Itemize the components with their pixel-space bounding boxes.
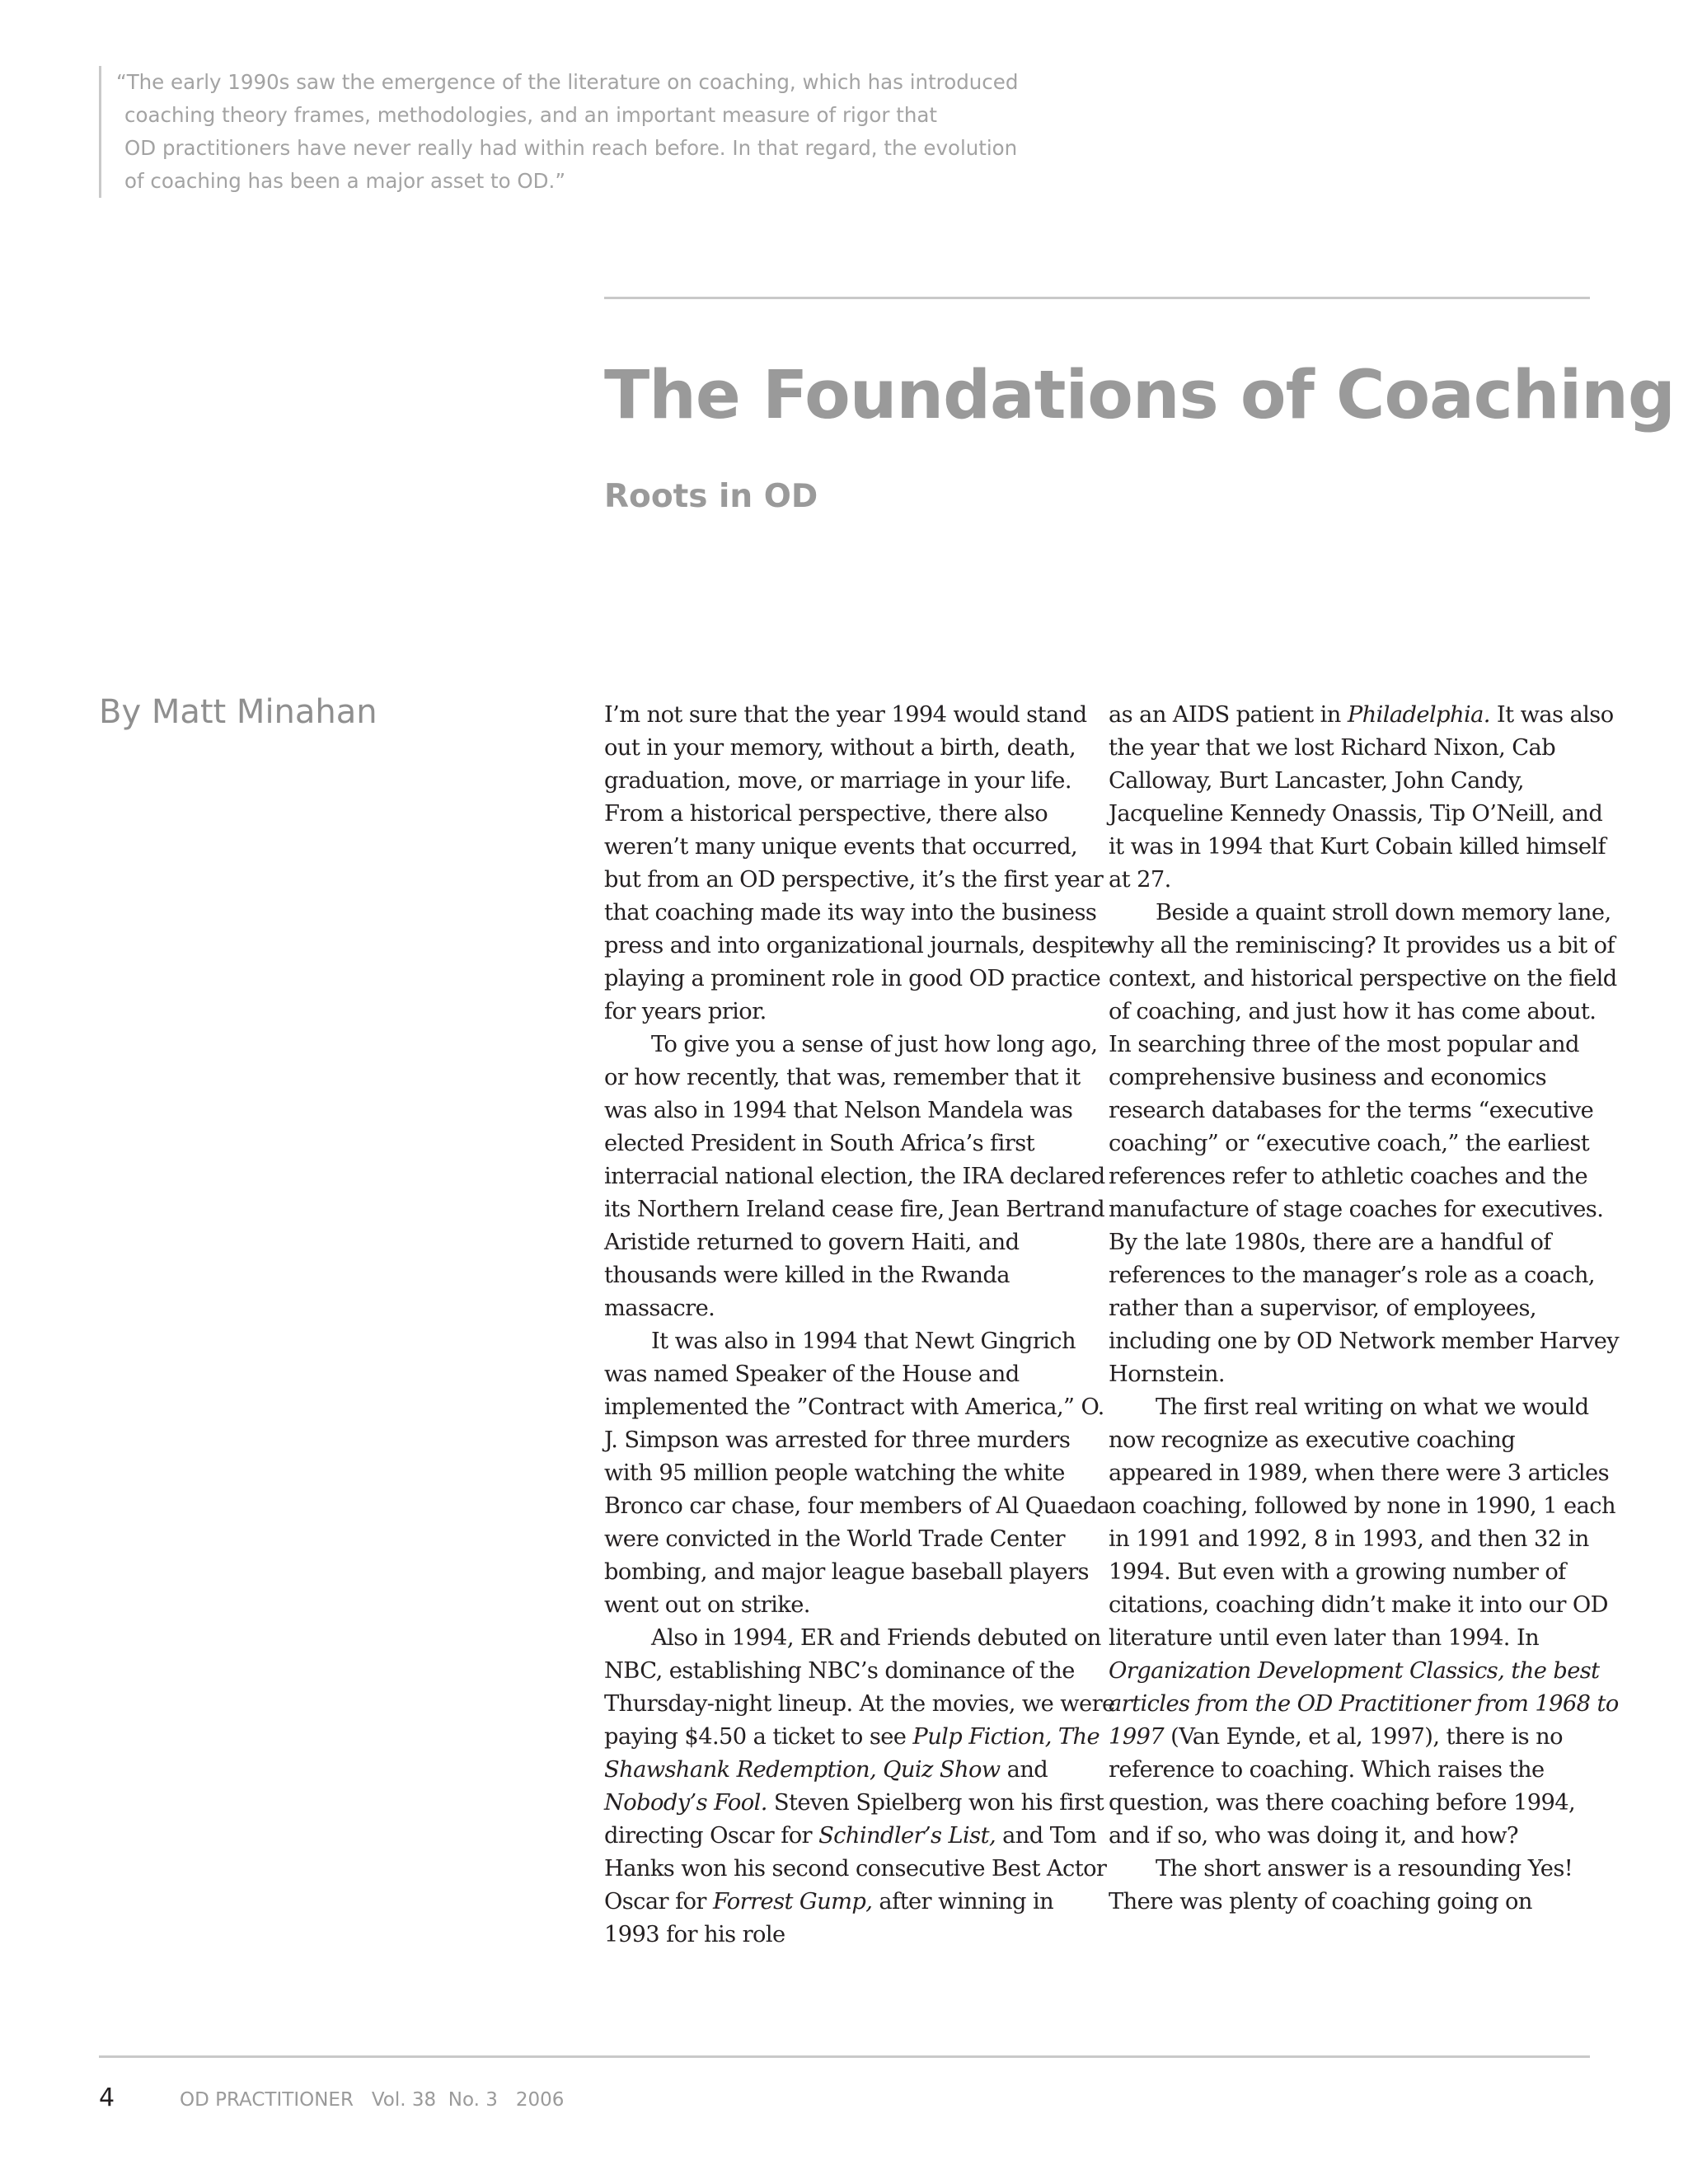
pull-quote-line: of coaching has been a major asset to OD.” (124, 169, 566, 193)
film-title: Philadelphia. (1347, 702, 1490, 728)
paragraph: The short answer is a resounding Yes! There was plenty of coaching going on (1109, 1856, 1573, 1915)
text-run: and Tom Hanks won his second consecutive Best Actor Oscar for (604, 1823, 1107, 1915)
pull-quote-line: “The early 1990s saw the emergence of the literature on coaching, which has introduced (116, 70, 1019, 94)
pull-quote-line: OD practitioners have never really had within reach before. In that regard, the evolution (124, 136, 1018, 160)
text-run: after winning in 1993 for his role (604, 1889, 1054, 1947)
paragraph (1109, 699, 1620, 897)
text-run: as an AIDS patient in (1109, 702, 1348, 728)
film-title: Nobody’s Fool. (604, 1790, 767, 1816)
publication-info: OD PRACTITIONER Vol. 38 No. 3 2006 (180, 2089, 565, 2111)
article-title: The Foundations of Coaching (604, 357, 1675, 434)
body-column-1 (604, 699, 1115, 1952)
paragraph (604, 1622, 1115, 1952)
pull-quote (99, 66, 1048, 198)
film-title: Forrest Gump, (712, 1889, 873, 1915)
body-column-2 (1109, 699, 1620, 1919)
film-title: Schindler’s List, (818, 1823, 996, 1849)
text-run: Steven Spielberg won his first directing Oscar for (604, 1790, 1104, 1849)
paragraph (1109, 1391, 1620, 1853)
article-subtitle: Roots in OD (604, 478, 818, 515)
film-titles: Pulp Fiction, The Shawshank Redemption, Quiz Show (604, 1724, 1100, 1783)
author-byline: By Matt Minahan (99, 693, 377, 731)
text-run: (Van Eynde, et al, 1997), there is no reference to coaching. Which raises the question, was there coaching before 1994, and if so, who was doing it, and how? (1109, 1724, 1576, 1849)
pull-quote-line: coaching theory frames, methodologies, and an important measure of rigor that (124, 103, 937, 127)
footer-divider (99, 2055, 1590, 2058)
page-number: 4 (99, 2083, 115, 2112)
book-title: Organization Development Classics, the best articles from the OD Practitioner from 1968 to 1997 (1109, 1658, 1619, 1750)
paragraph: Beside a quaint stroll down memory lane, why all the reminiscing? It provides us a bit of context, and historical perspective on the field of coaching, and just how it has come about. In searching three of the most popular and comprehensive business and economics research databases for the terms “executive coaching” or “executive coach,” the earliest references refer to athletic coaches and the manufacture of stage coaches for executives. By the late 1980s, there are a handful of references to the manager’s role as a coach, rather than a supervisor, of employees, including one by OD Network member Harvey Hornstein. (1109, 900, 1620, 1387)
paragraph: I’m not sure that the year 1994 would stand out in your memory, without a birth, death, graduation, move, or marriage in your life. From a historical perspective, there also weren’t many unique events that occurred, but from an OD perspective, it’s the first year that coaching made its way into the business press and into organizational journals, despite playing a prominent role in good OD practice for years prior. (604, 702, 1112, 1024)
paragraph: To give you a sense of just how long ago, or how recently, that was, remember that it was also in 1994 that Nelson Mandela was elected President in South Africa’s first interracial national election, the IRA declared its Northern Ireland cease fire, Jean Bertrand Aristide returned to govern Haiti, and thousands were killed in the Rwanda massacre. (604, 1032, 1105, 1321)
header-divider (604, 297, 1590, 299)
text-run: Also in 1994, ER and Friends debuted on NBC, establishing NBC’s dominance of the Thursday-night lineup. At the movies, we were paying $4.50 a ticket to see (604, 1625, 1115, 1750)
text-run: The first real writing on what we would now recognize as executive coaching appeared in 1989, when there were 3 articles on coaching, followed by none in 1990, 1 each in 1991 and 1992, 8 in 1993, and then 32 in 1994. But even with a growing number of citations, coaching didn’t make it into our OD literature until even later than 1994. In (1109, 1394, 1615, 1651)
text-run: and (1000, 1757, 1048, 1783)
text-run: It was also the year that we lost Richard Nixon, Cab Calloway, Burt Lancaster, John Candy, Jacqueline Kennedy Onassis, Tip O’Neill, and it was in 1994 that Kurt Cobain killed himself at 27. (1109, 702, 1614, 893)
paragraph: It was also in 1994 that Newt Gingrich was named Speaker of the House and implemented the ”Contract with America,” O. J. Simpson was arrested for three murders with 95 million people watching the white Bronco car chase, four members of Al Quaeda were convicted in the World Trade Center bombing, and major league baseball players went out on strike. (604, 1329, 1110, 1618)
